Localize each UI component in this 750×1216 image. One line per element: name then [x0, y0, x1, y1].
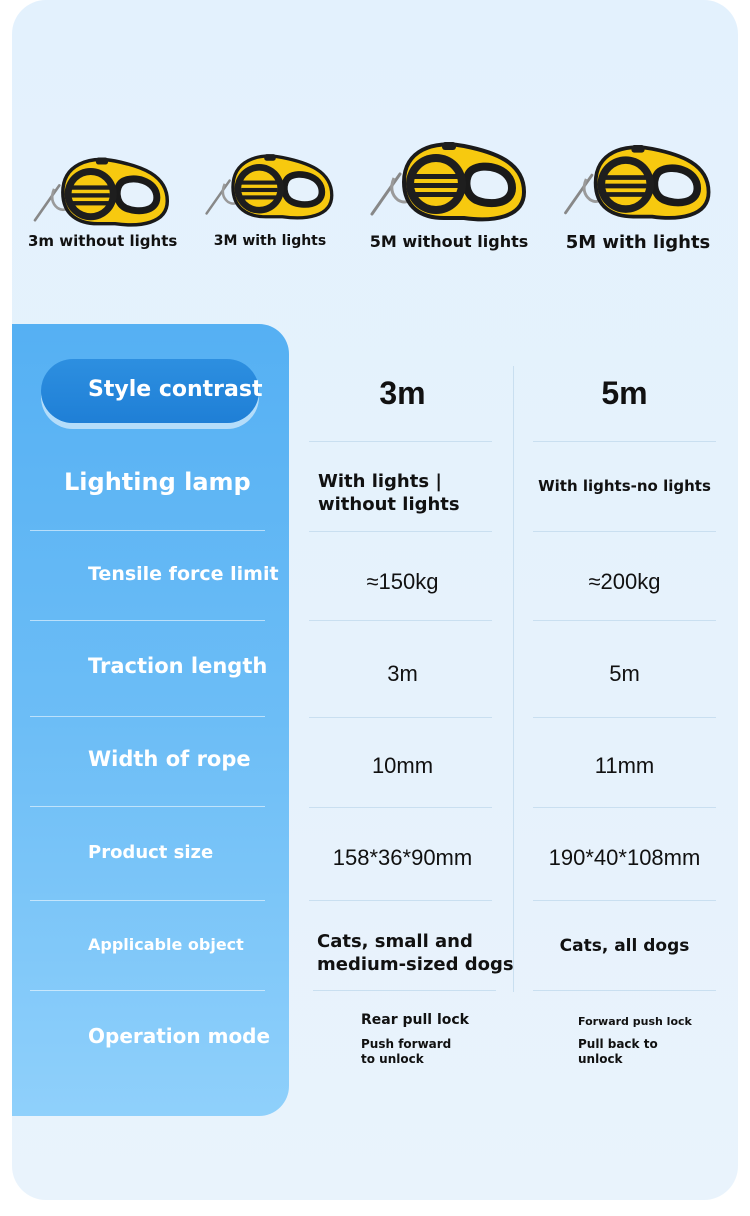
product-3m-with-lights — [200, 135, 340, 285]
product-3m-without-lights — [28, 140, 176, 290]
cell-3m-lighting — [318, 470, 460, 516]
row-divider — [30, 716, 265, 717]
row-divider — [309, 807, 492, 808]
cell-line: Push forward — [361, 1037, 452, 1051]
style-contrast-pill — [41, 359, 263, 423]
row-divider — [313, 990, 496, 991]
product-label: 5M without lights — [369, 232, 529, 251]
row-divider — [533, 531, 716, 532]
cell-line: without lights — [318, 494, 460, 515]
yellow-retractable-leash-icon — [558, 124, 718, 232]
product-label: 3M with lights — [213, 233, 327, 249]
cell-3m-tensile: ≈150kg — [366, 569, 439, 594]
row-divider — [30, 990, 265, 991]
cell-5m-operation-desc — [578, 1037, 658, 1067]
product-5m-with-lights — [558, 124, 718, 274]
column-divider — [513, 366, 514, 992]
cell-5m-size: 190*40*108mm — [548, 845, 701, 870]
product-label: 5M with lights — [565, 232, 711, 253]
cell-3m-operation-desc — [361, 1037, 451, 1067]
cell-3m-size: 158*36*90mm — [332, 845, 473, 870]
row-divider — [533, 717, 716, 718]
row-divider — [309, 620, 492, 621]
row-label-width-of-rope: Width of rope — [88, 747, 251, 771]
row-label-product-size: Product size — [88, 842, 214, 863]
row-divider — [533, 441, 716, 442]
row-divider — [30, 900, 265, 901]
cell-5m-width: 11mm — [594, 753, 655, 778]
column-header-3m: 3m — [379, 375, 426, 411]
cell-5m-applicable: Cats, all dogs — [559, 936, 690, 956]
row-divider — [309, 900, 492, 901]
cell-3m-width: 10mm — [371, 753, 434, 778]
row-divider — [533, 990, 716, 991]
row-divider — [30, 530, 265, 531]
attribute-panel — [12, 324, 289, 1116]
cell-3m-applicable — [317, 930, 514, 976]
row-divider — [309, 441, 492, 442]
row-divider — [309, 717, 492, 718]
product-5m-without-lights — [355, 122, 543, 272]
yellow-retractable-leash-icon — [28, 140, 176, 236]
cell-3m-traction: 3m — [387, 661, 418, 686]
cell-line: medium-sized dogs — [317, 954, 514, 975]
row-divider — [30, 806, 265, 807]
cell-line: Pull back to — [578, 1037, 658, 1051]
row-divider — [30, 620, 265, 621]
row-label-tensile-force: Tensile force limit — [88, 563, 279, 585]
row-divider — [533, 900, 716, 901]
row-divider — [309, 531, 492, 532]
yellow-retractable-leash-icon — [355, 122, 543, 232]
column-header-5m: 5m — [601, 375, 648, 411]
table-header-label: Style contrast — [88, 377, 263, 402]
yellow-retractable-leash-icon — [200, 135, 340, 231]
cell-5m-lighting: With lights-no lights — [538, 477, 711, 495]
cell-3m-operation-title: Rear pull lock — [361, 1012, 469, 1028]
row-label-traction-length: Traction length — [88, 654, 268, 678]
cell-line: unlock — [578, 1052, 623, 1066]
cell-5m-traction: 5m — [609, 661, 640, 686]
row-divider — [533, 807, 716, 808]
cell-5m-tensile: ≈200kg — [588, 569, 661, 594]
row-label-lighting-lamp: Lighting lamp — [64, 468, 251, 496]
row-label-applicable-object: Applicable object — [88, 935, 244, 954]
cell-line: With lights | — [318, 471, 442, 492]
cell-line: to unlock — [361, 1052, 424, 1066]
cell-line: Cats, small and — [317, 931, 473, 952]
product-label: 3m without lights — [28, 232, 178, 250]
cell-5m-operation-title: Forward push lock — [578, 1015, 692, 1028]
row-divider — [533, 620, 716, 621]
row-label-operation-mode: Operation mode — [88, 1024, 271, 1048]
